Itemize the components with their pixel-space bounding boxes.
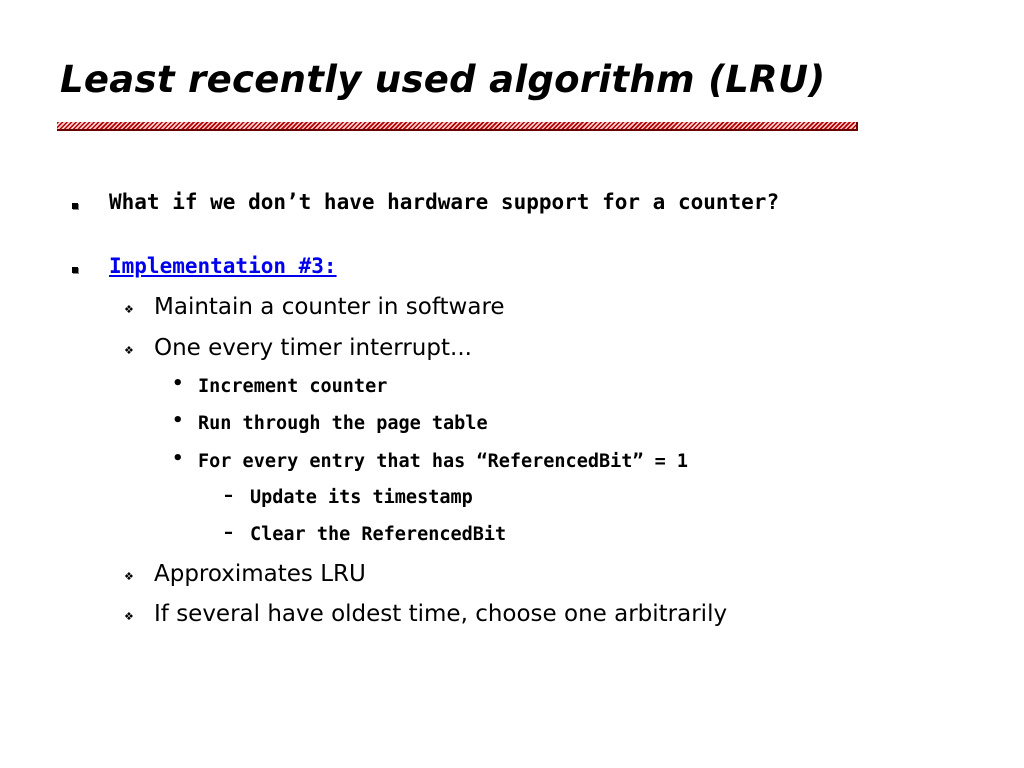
subitem-text: If several have oldest time, choose one arbitrarily	[154, 601, 728, 627]
diamond-bullet-icon: ❖	[124, 303, 134, 316]
step-text: Increment counter	[198, 376, 388, 397]
dot-bullet-icon: •	[172, 410, 184, 431]
dash-bullet-icon: –	[224, 485, 233, 506]
substep-text: Clear the ReferencedBit	[250, 524, 507, 545]
diamond-bullet-icon: ❖	[124, 344, 134, 357]
substep-text: Update its timestamp	[250, 487, 473, 508]
subitem-text: Maintain a counter in software	[154, 294, 505, 320]
square-bullet-icon	[72, 267, 78, 273]
square-bullet-icon	[72, 203, 78, 209]
slide-title: Least recently used algorithm (LRU)	[60, 58, 826, 101]
bullet-text: What if we don’t have hardware support for a counter?	[109, 190, 780, 214]
subitem-text: One every timer interrupt...	[154, 335, 472, 361]
dot-bullet-icon: •	[172, 448, 184, 469]
dot-bullet-icon: •	[172, 373, 184, 394]
dash-bullet-icon: –	[224, 522, 233, 543]
step-text: Run through the page table	[198, 413, 488, 434]
diamond-bullet-icon: ❖	[124, 570, 134, 583]
title-underline-rule	[57, 122, 858, 131]
subitem-text: Approximates LRU	[154, 561, 366, 587]
step-text: For every entry that has “ReferencedBit” = 1	[198, 451, 689, 472]
implementation-link[interactable]: Implementation #3:	[109, 254, 337, 278]
diamond-bullet-icon: ❖	[124, 610, 134, 623]
